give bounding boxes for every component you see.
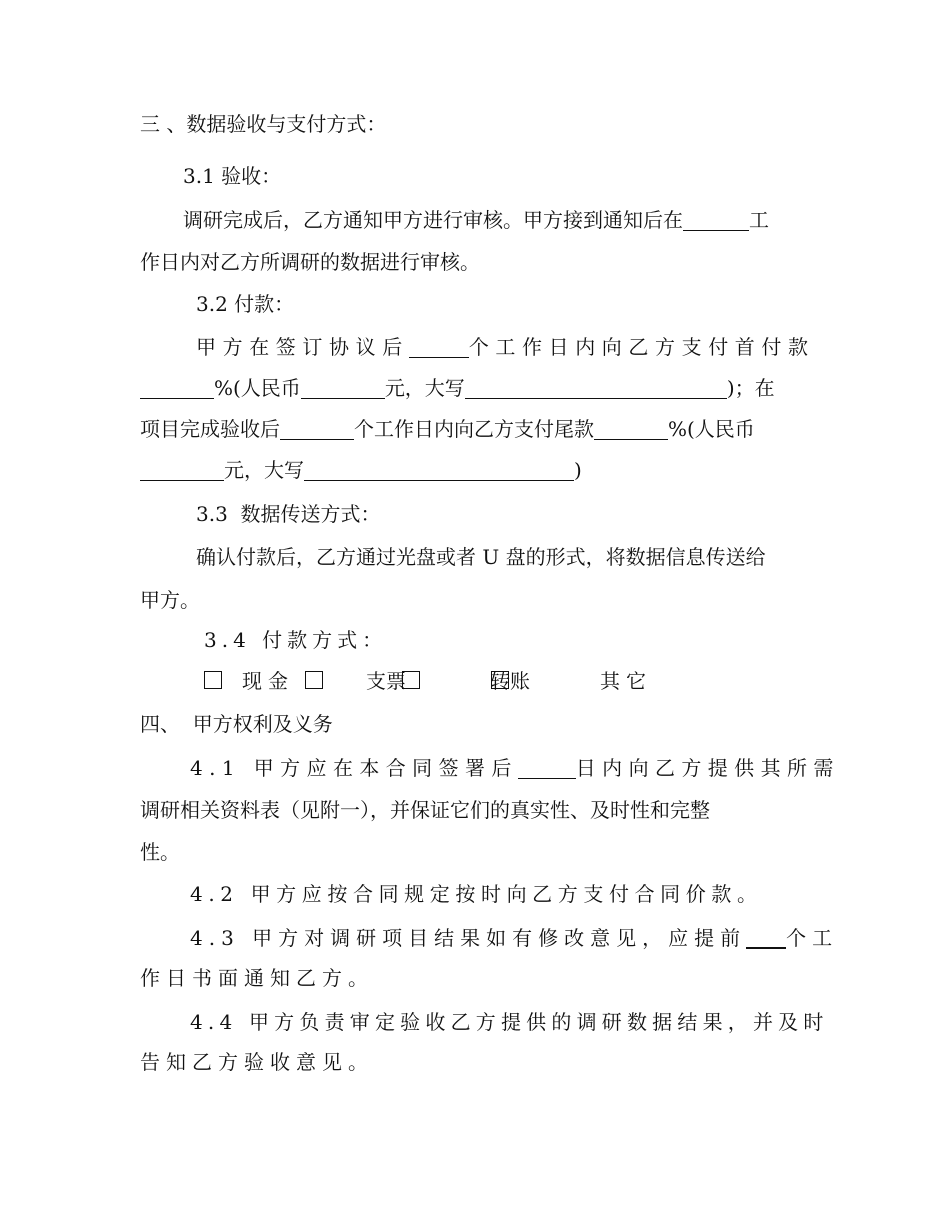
payment-other-label: 其它 xyxy=(600,669,652,693)
blank-first-capital xyxy=(465,378,727,399)
blank-notice-days xyxy=(746,927,786,949)
blank-sign-days xyxy=(409,337,469,358)
clause-3-2-line2: %(人民币 元，大写 )；在 xyxy=(140,376,775,400)
clause-4-3-line2: 作日书面通知乙方。 xyxy=(140,966,374,990)
checkbox-other[interactable] xyxy=(491,671,509,689)
clause-4-4-line2: 告知乙方验收意见。 xyxy=(140,1050,374,1074)
clause-3-2-line4: 元，大写 ) xyxy=(140,458,582,482)
clause-3-2-line3: 项目完成验收后 个工作日内向乙方支付尾款 %(人民币 xyxy=(140,417,755,441)
clause-4-3-line1: 4.3 甲方对调研项目结果如有修改意见，应提前 个工 xyxy=(190,926,839,950)
blank-final-days xyxy=(280,419,354,440)
clause-4-1-line1: 4.1 甲方应在本合同签署后 日内向乙方提供其所需 xyxy=(190,756,840,780)
checkbox-cash[interactable] xyxy=(204,671,222,689)
section-3-title: 三 、数据验收与支付方式： xyxy=(140,112,387,136)
clause-3-2-line1: 甲方在签订协议后 个工作日内向乙方支付首付款 xyxy=(196,335,815,359)
clause-3-3-line1: 确认付款后，乙方通过光盘或者 U 盘的形式，将数据信息传送给 xyxy=(196,545,766,569)
payment-transfer-label: 转账 xyxy=(490,669,530,693)
checkbox-check[interactable] xyxy=(305,671,323,689)
blank-first-rmb xyxy=(301,378,385,399)
payment-check-label: 支票 xyxy=(366,669,406,693)
blank-final-capital xyxy=(304,460,574,481)
clause-3-3-line2: 甲方。 xyxy=(140,588,200,612)
payment-cash-label: 现金 xyxy=(242,669,294,693)
clause-4-2: 4.2 甲方应按合同规定按时向乙方支付合同价款。 xyxy=(190,882,763,906)
clause-3-1-label: 3.1 验收： xyxy=(183,164,282,188)
checkbox-transfer[interactable] xyxy=(402,671,420,689)
section-4-title: 四、 甲方权利及义务 xyxy=(140,712,333,736)
clause-4-1-line3: 性。 xyxy=(140,840,180,864)
clause-3-1-line2: 作日内对乙方所调研的数据进行审核。 xyxy=(140,250,480,274)
blank-first-percent xyxy=(140,378,214,399)
clause-4-1-line2: 调研相关资料表（见附一），并保证它们的真实性、及时性和完整 xyxy=(140,798,710,822)
blank-review-days xyxy=(683,210,749,231)
clause-3-2-label: 3.2 付款： xyxy=(196,292,295,316)
blank-final-rmb xyxy=(140,460,224,481)
clause-3-3-label: 3.3 数据传送方式： xyxy=(196,502,381,526)
clause-3-1-line1: 调研完成后，乙方通知甲方进行审核。甲方接到通知后在 工 xyxy=(183,208,769,232)
blank-provide-days xyxy=(518,758,576,779)
clause-4-4-line1: 4.4 甲方负责审定验收乙方提供的调研数据结果，并及时 xyxy=(190,1010,829,1034)
blank-final-percent xyxy=(594,419,668,440)
clause-3-4-label: 3.4 付款方式： xyxy=(204,628,388,652)
